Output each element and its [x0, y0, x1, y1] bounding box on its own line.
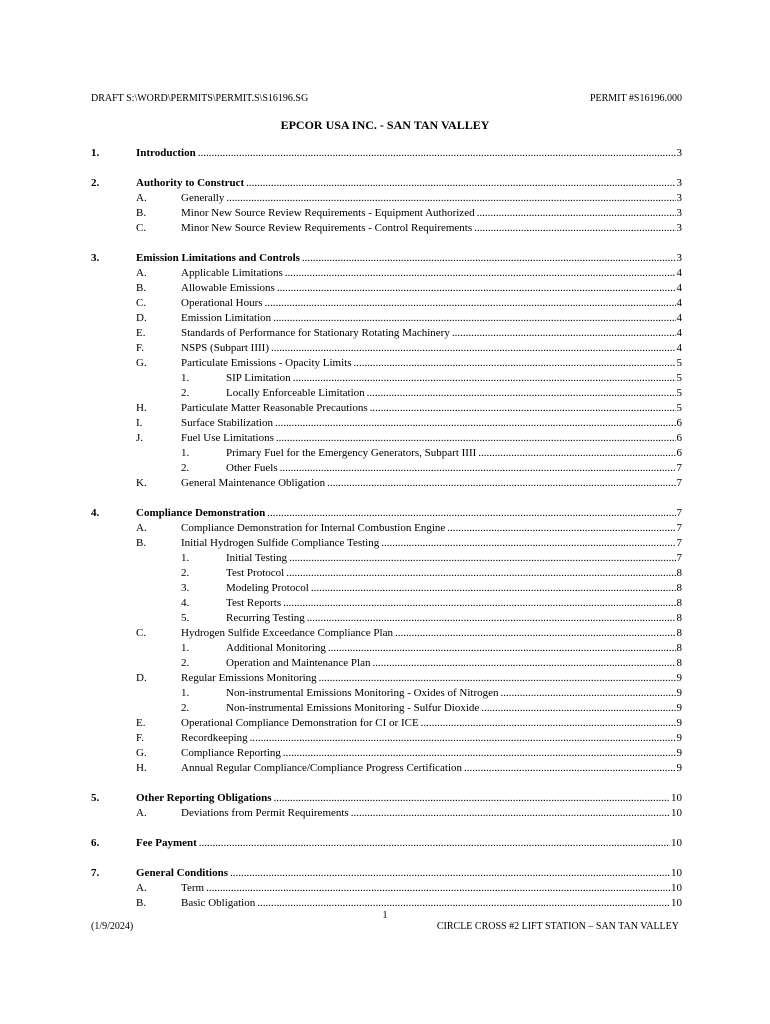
toc-entry-page: 6 — [676, 417, 682, 429]
toc-entry-number: A. — [136, 192, 147, 204]
toc-entry-number: B. — [136, 282, 147, 294]
toc-entry-title: Operation and Maintenance Plan — [226, 657, 371, 669]
toc-entry-title: Initial Hydrogen Sulfide Compliance Testing — [181, 537, 380, 549]
toc-entry-number: 2. — [181, 702, 190, 714]
toc-dot-leader — [381, 536, 675, 551]
toc-entry-number: 2. — [181, 567, 190, 579]
toc-entry-page: 3 — [676, 192, 682, 204]
toc-entry[interactable] — [136, 536, 682, 551]
toc-entry-page: 10 — [671, 882, 682, 894]
toc-entry[interactable] — [91, 146, 682, 161]
toc-dot-leader — [283, 596, 675, 611]
toc-entry[interactable] — [136, 626, 682, 641]
toc-entry[interactable] — [136, 671, 682, 686]
toc-entry-number: 2. — [91, 177, 100, 189]
toc-dot-leader — [452, 326, 676, 341]
toc-dot-leader — [481, 701, 675, 716]
toc-entry-page: 6 — [676, 447, 682, 459]
toc-entry-page: 7 — [676, 477, 682, 489]
toc-entry-page: 5 — [676, 387, 682, 399]
toc-entry[interactable] — [181, 686, 682, 701]
toc-entry[interactable] — [136, 521, 682, 536]
toc-entry-number: 6. — [91, 837, 100, 849]
toc-entry[interactable] — [181, 386, 682, 401]
header-permit-number: PERMIT #S16196.000 — [589, 93, 682, 104]
toc-entry-page: 4 — [676, 312, 682, 324]
toc-entry[interactable] — [91, 866, 682, 881]
toc-dot-leader — [302, 251, 676, 266]
toc-dot-leader — [289, 551, 675, 566]
toc-entry-page: 7 — [676, 522, 682, 534]
toc-entry[interactable] — [136, 281, 682, 296]
toc-entry-page: 8 — [676, 567, 682, 579]
toc-entry-page: 9 — [676, 672, 682, 684]
toc-entry[interactable] — [136, 881, 682, 896]
toc-entry[interactable] — [181, 611, 682, 626]
toc-entry-number: C. — [136, 297, 147, 309]
toc-dot-leader — [319, 671, 676, 686]
toc-entry-title: Fuel Use Limitations — [181, 432, 274, 444]
toc-entry-page: 4 — [676, 342, 682, 354]
toc-entry-page: 3 — [676, 207, 682, 219]
footer-page-number: 1 — [382, 910, 388, 921]
toc-entry-title: Generally — [181, 192, 225, 204]
toc-dot-leader — [273, 311, 675, 326]
toc-dot-leader — [198, 146, 676, 161]
toc-entry-page: 9 — [676, 702, 682, 714]
toc-entry-title: Other Fuels — [226, 462, 278, 474]
toc-entry-title: Applicable Limitations — [181, 267, 283, 279]
toc-entry[interactable] — [181, 566, 682, 581]
toc-entry[interactable] — [181, 656, 682, 671]
toc-dot-leader — [276, 431, 676, 446]
toc-entry-number: 1. — [181, 642, 190, 654]
toc-dot-leader — [370, 401, 676, 416]
toc-dot-leader — [277, 281, 676, 296]
toc-entry[interactable] — [91, 506, 682, 521]
toc-entry-title: Compliance Demonstration for Internal Combustion Engine — [181, 522, 446, 534]
toc-dot-leader — [206, 881, 670, 896]
toc-entry-title: Emission Limitations and Controls — [136, 252, 300, 264]
toc-dot-leader — [273, 791, 670, 806]
toc-entry[interactable] — [136, 356, 682, 371]
toc-entry-title: Emission Limitation — [181, 312, 272, 324]
toc-entry-page: 8 — [676, 612, 682, 624]
toc-entry[interactable] — [91, 251, 682, 266]
toc-entry[interactable] — [136, 326, 682, 341]
toc-entry[interactable] — [91, 176, 682, 191]
toc-entry-title: SIP Limitation — [226, 372, 291, 384]
toc-entry-title: Non-instrumental Emissions Monitoring - Oxides of Nitrogen — [226, 687, 499, 699]
toc-entry-title: Deviations from Permit Requirements — [181, 807, 349, 819]
toc-entry-number: 4. — [91, 507, 100, 519]
toc-entry-number: A. — [136, 882, 147, 894]
toc-dot-leader — [265, 296, 676, 311]
toc-dot-leader — [351, 806, 670, 821]
toc-entry-page: 3 — [676, 222, 682, 234]
toc-entry-title: Term — [181, 882, 205, 894]
toc-entry-number: A. — [136, 267, 147, 279]
toc-entry-number: 2. — [181, 462, 190, 474]
toc-entry-number: 3. — [91, 252, 100, 264]
toc-entry[interactable] — [136, 416, 682, 431]
toc-entry-number: B. — [136, 207, 147, 219]
toc-entry[interactable] — [181, 581, 682, 596]
toc-entry-title: Test Reports — [226, 597, 282, 609]
toc-dot-leader — [246, 176, 675, 191]
toc-entry[interactable] — [136, 716, 682, 731]
toc-entry-number: 1. — [181, 687, 190, 699]
toc-dot-leader — [464, 761, 675, 776]
toc-entry-page: 9 — [676, 747, 682, 759]
toc-entry-page: 7 — [676, 507, 682, 519]
toc-entry-title: Minor New Source Review Requirements - Equipment Authorized — [181, 207, 475, 219]
toc-entry-number: G. — [136, 747, 147, 759]
toc-entry-title: Operational Compliance Demonstration for CI or ICE — [181, 717, 419, 729]
toc-entry-number: 2. — [181, 387, 190, 399]
toc-entry-number: H. — [136, 402, 147, 414]
toc-entry-title: Test Protocol — [226, 567, 285, 579]
toc-entry-page: 4 — [676, 282, 682, 294]
toc-entry-title: General Conditions — [136, 867, 228, 879]
toc-entry-number: F. — [136, 732, 144, 744]
header-file-path: DRAFT S:\WORD\PERMITS\PERMIT.S\S16196.SG — [91, 93, 309, 104]
toc-entry-title: Modeling Protocol — [226, 582, 309, 594]
toc-entry-number: C. — [136, 222, 147, 234]
toc-dot-leader — [421, 716, 676, 731]
toc-entry-number: 5. — [91, 792, 100, 804]
toc-entry-title: Additional Monitoring — [226, 642, 326, 654]
toc-entry[interactable] — [136, 296, 682, 311]
toc-entry-number: F. — [136, 342, 144, 354]
toc-entry-page: 6 — [676, 432, 682, 444]
toc-entry[interactable] — [136, 206, 682, 221]
toc-entry[interactable] — [136, 731, 682, 746]
toc-entry-number: 1. — [91, 147, 100, 159]
toc-entry-page: 8 — [676, 657, 682, 669]
toc-entry-number: 5. — [181, 612, 190, 624]
toc-entry-title: Annual Regular Compliance/Compliance Progress Certification — [181, 762, 463, 774]
toc-entry-number: G. — [136, 357, 147, 369]
toc-entry-title: Regular Emissions Monitoring — [181, 672, 317, 684]
toc-entry-page: 10 — [671, 837, 682, 849]
toc-dot-leader — [367, 386, 676, 401]
toc-dot-leader — [327, 476, 675, 491]
toc-entry-number: 1. — [181, 552, 190, 564]
toc-entry[interactable] — [136, 341, 682, 356]
toc-entry-number: A. — [136, 807, 147, 819]
toc-entry-page: 7 — [676, 462, 682, 474]
footer-date: (1/9/2024) — [91, 921, 134, 932]
toc-entry-number: A. — [136, 522, 147, 534]
toc-dot-leader — [474, 221, 675, 236]
toc-entry-number: K. — [136, 477, 147, 489]
toc-entry-page: 8 — [676, 582, 682, 594]
toc-entry-title: Particulate Emissions - Opacity Limits — [181, 357, 352, 369]
toc-entry[interactable] — [181, 371, 682, 386]
toc-entry-page: 8 — [676, 642, 682, 654]
toc-entry-number: D. — [136, 672, 147, 684]
toc-entry-page: 10 — [671, 867, 682, 879]
toc-entry-page: 7 — [676, 552, 682, 564]
toc-entry-page: 9 — [676, 762, 682, 774]
toc-entry-page: 4 — [676, 327, 682, 339]
toc-entry-number: 3. — [181, 582, 190, 594]
toc-entry-title: Operational Hours — [181, 297, 263, 309]
toc-entry-number: J. — [136, 432, 144, 444]
toc-dot-leader — [271, 341, 676, 356]
toc-entry-title: Recurring Testing — [226, 612, 305, 624]
toc-dot-leader — [275, 416, 676, 431]
toc-entry-title: Basic Obligation — [181, 897, 256, 909]
toc-entry-number: E. — [136, 327, 146, 339]
toc-entry[interactable] — [136, 806, 682, 821]
toc-entry[interactable] — [136, 191, 682, 206]
toc-dot-leader — [501, 686, 676, 701]
toc-entry[interactable] — [136, 431, 682, 446]
toc-entry[interactable] — [136, 761, 682, 776]
toc-entry[interactable] — [136, 401, 682, 416]
toc-entry-number: 1. — [181, 372, 190, 384]
toc-entry-title: Other Reporting Obligations — [136, 792, 272, 804]
toc-dot-leader — [280, 461, 676, 476]
toc-entry-title: Locally Enforceable Limitation — [226, 387, 365, 399]
toc-entry-number: 4. — [181, 597, 190, 609]
toc-entry-title: Surface Stabilization — [181, 417, 273, 429]
toc-entry[interactable] — [181, 461, 682, 476]
toc-dot-leader — [353, 356, 675, 371]
toc-entry-number: C. — [136, 627, 147, 639]
toc-dot-leader — [477, 206, 676, 221]
toc-entry-title: Primary Fuel for the Emergency Generators, Subpart IIII — [226, 447, 477, 459]
toc-entry-title: Compliance Reporting — [181, 747, 281, 759]
toc-entry-number: D. — [136, 312, 147, 324]
toc-entry-title: Initial Testing — [226, 552, 288, 564]
toc-entry[interactable] — [181, 551, 682, 566]
toc-entry-number: 2. — [181, 657, 190, 669]
toc-entry-title: Allowable Emissions — [181, 282, 275, 294]
toc-dot-leader — [311, 581, 676, 596]
toc-dot-leader — [478, 446, 675, 461]
toc-entry[interactable] — [91, 836, 682, 851]
toc-dot-leader — [283, 746, 676, 761]
toc-entry-title: Fee Payment — [136, 837, 197, 849]
toc-entry-title: Non-instrumental Emissions Monitoring - Sulfur Dioxide — [226, 702, 480, 714]
toc-entry-page: 10 — [671, 897, 682, 909]
toc-entry[interactable] — [181, 446, 682, 461]
toc-entry-title: Introduction — [136, 147, 196, 159]
toc-dot-leader — [285, 266, 676, 281]
toc-dot-leader — [267, 506, 675, 521]
toc-entry-title: Standards of Performance for Stationary Rotating Machinery — [181, 327, 450, 339]
toc-entry-page: 7 — [676, 537, 682, 549]
toc-entry-number: E. — [136, 717, 146, 729]
toc-dot-leader — [250, 731, 676, 746]
toc-entry-page: 5 — [676, 357, 682, 369]
toc-entry-page: 4 — [676, 297, 682, 309]
toc-entry[interactable] — [136, 476, 682, 491]
footer-project-name: CIRCLE CROSS #2 LIFT STATION – SAN TAN VALLEY — [436, 921, 679, 932]
toc-entry-title: Recordkeeping — [181, 732, 248, 744]
toc-entry-page: 9 — [676, 717, 682, 729]
toc-entry[interactable] — [136, 221, 682, 236]
toc-entry-title: Compliance Demonstration — [136, 507, 266, 519]
toc-entry-title: Particulate Matter Reasonable Precautions — [181, 402, 368, 414]
toc-entry-title: Hydrogen Sulfide Exceedance Compliance Plan — [181, 627, 393, 639]
toc-dot-leader — [293, 371, 676, 386]
toc-entry-page: 5 — [676, 372, 682, 384]
toc-entry[interactable] — [136, 746, 682, 761]
toc-entry-page: 5 — [676, 402, 682, 414]
toc-entry-number: B. — [136, 537, 147, 549]
toc-dot-leader — [226, 191, 675, 206]
toc-entry-page: 3 — [676, 177, 682, 189]
toc-entry-page: 9 — [676, 687, 682, 699]
toc-dot-leader — [447, 521, 675, 536]
toc-entry-number: I. — [136, 417, 143, 429]
toc-entry-title: Minor New Source Review Requirements - Control Requirements — [181, 222, 473, 234]
toc-entry-page: 10 — [671, 807, 682, 819]
toc-entry[interactable] — [136, 311, 682, 326]
toc-entry-number: H. — [136, 762, 147, 774]
toc-dot-leader — [286, 566, 675, 581]
toc-entry-page: 3 — [676, 252, 682, 264]
toc-entry-number: 7. — [91, 867, 100, 879]
toc-entry-page: 3 — [676, 147, 682, 159]
toc-dot-leader — [199, 836, 670, 851]
toc-entry[interactable] — [136, 266, 682, 281]
toc-entry-title: General Maintenance Obligation — [181, 477, 326, 489]
toc-entry-page: 8 — [676, 627, 682, 639]
toc-entry-page: 4 — [676, 267, 682, 279]
toc-entry-number: 1. — [181, 447, 190, 459]
toc-dot-leader — [328, 641, 676, 656]
toc-dot-leader — [372, 656, 675, 671]
toc-entry[interactable] — [181, 641, 682, 656]
toc-entry-title: Authority to Construct — [136, 177, 245, 189]
toc-entry-title: NSPS (Subpart IIII) — [181, 342, 269, 354]
toc-entry-page: 8 — [676, 597, 682, 609]
toc-entry-page: 9 — [676, 732, 682, 744]
toc-entry[interactable] — [181, 596, 682, 611]
toc-entry[interactable] — [181, 701, 682, 716]
toc-dot-leader — [395, 626, 676, 641]
document-title: EPCOR USA INC. - SAN TAN VALLEY — [280, 118, 490, 132]
toc-dot-leader — [307, 611, 676, 626]
toc-dot-leader — [230, 866, 670, 881]
toc-entry-page: 10 — [671, 792, 682, 804]
toc-entry[interactable] — [136, 896, 682, 911]
toc-entry[interactable] — [91, 791, 682, 806]
toc-dot-leader — [257, 896, 670, 911]
toc-entry-number: B. — [136, 897, 147, 909]
